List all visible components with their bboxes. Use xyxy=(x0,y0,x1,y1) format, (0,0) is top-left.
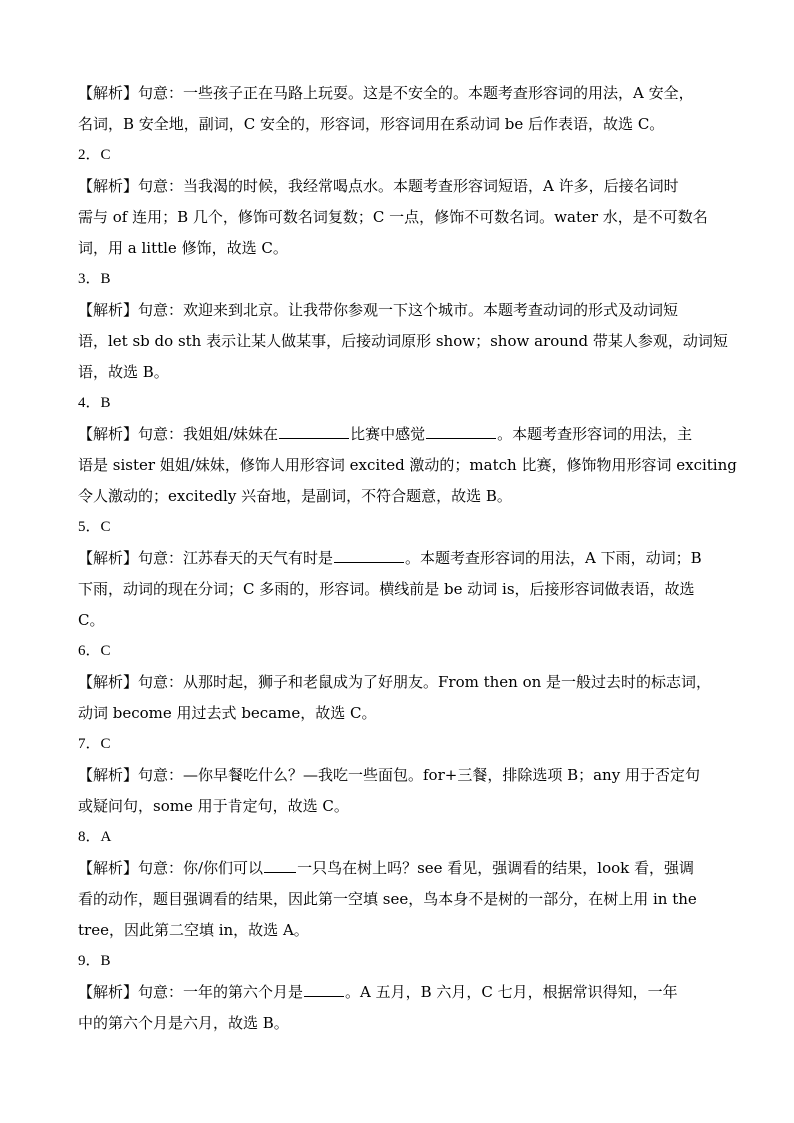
explanation-line: 语是 sister 姐姐/妹妹，修饰人用形容词 excited 激动的；match 比赛，修饰物用形容词 exciting xyxy=(78,456,737,474)
explanation-line-with-blanks xyxy=(78,543,738,574)
explanation-line: 看的动作，题目强调看的结果，因此第一空填 see，鸟本身不是树的一部分，在树上用 in the xyxy=(78,890,697,908)
text-segment: 【解析】句意：一年的第六个月是 xyxy=(78,983,304,1001)
blank-line xyxy=(426,423,496,439)
explanation-line-with-blanks xyxy=(78,977,738,1008)
explanation-line: 动词 become 用过去式 became，故选 C。 xyxy=(78,704,377,722)
explanation-line: 语，故选 B。 xyxy=(78,363,169,381)
text-segment: 【解析】句意：你/你们可以 xyxy=(78,859,264,877)
answer-number: 2．C xyxy=(78,147,111,163)
blank-line xyxy=(279,423,349,439)
explanation-line: 下雨，动词的现在分词；C 多雨的，形容词。横线前是 be 动词 is，后接形容词做表语，故选 xyxy=(78,580,695,598)
explanation-line: 名词，B 安全地，副词，C 安全的，形容词，形容词用在系动词 be 后作表语，故选 C。 xyxy=(78,115,665,133)
answer-explanations xyxy=(78,78,738,1039)
explanation-line: 令人激动的；excitedly 兴奋地，是副词，不符合题意，故选 B。 xyxy=(78,487,512,505)
text-segment: 。A 五月，B 六月，C 七月，根据常识得知，一年 xyxy=(345,983,678,1001)
explanation-line: 语，let sb do sth 表示让某人做某事，后接动词原形 show；show around 带某人参观，动词短 xyxy=(78,332,728,350)
explanation-line: 【解析】句意：—你早餐吃什么？—我吃一些面包。for+三餐，排除选项 B；any 用于否定句 xyxy=(78,766,700,784)
explanation-line: C。 xyxy=(78,611,105,629)
explanation-line: 【解析】句意：一些孩子正在马路上玩耍。这是不安全的。本题考查形容词的用法，A 安全， xyxy=(78,84,694,102)
explanation-line: 或疑问句，some 用于肯定句，故选 C。 xyxy=(78,797,349,815)
answer-number: 9．B xyxy=(78,953,111,969)
explanation-line: 词，用 a little 修饰，故选 C。 xyxy=(78,239,288,257)
explanation-line: 【解析】句意：当我渴的时候，我经常喝点水。本题考查形容词短语，A 许多，后接名词时 xyxy=(78,177,679,195)
text-segment: 。本题考查形容词的用法，主 xyxy=(497,425,693,443)
text-segment: 一只鸟在树上吗？see 看见，强调看的结果，look 看，强调 xyxy=(297,859,695,877)
explanation-line: 【解析】句意：从那时起，狮子和老鼠成为了好朋友。From then on 是一般过去时的标志词， xyxy=(78,673,712,691)
answer-number: 8．A xyxy=(78,829,112,845)
answer-number: 6．C xyxy=(78,643,111,659)
explanation-line: 【解析】句意：欢迎来到北京。让我带你参观一下这个城市。本题考查动词的形式及动词短 xyxy=(78,301,679,319)
blank-line xyxy=(264,857,296,873)
explanation-line: 中的第六个月是六月，故选 B。 xyxy=(78,1014,289,1032)
text-segment: 【解析】句意：我姐姐/妹妹在 xyxy=(78,425,279,443)
text-segment: 比赛中感觉 xyxy=(350,425,426,443)
text-segment: 。本题考查形容词的用法，A 下雨，动词；B xyxy=(405,549,702,567)
blank-line xyxy=(334,547,404,563)
explanation-line: 需与 of 连用；B 几个，修饰可数名词复数；C 一点，修饰不可数名词。water 水，是不可数名 xyxy=(78,208,708,226)
explanation-line-with-blanks xyxy=(78,853,738,884)
answer-number: 7．C xyxy=(78,736,111,752)
explanation-line-with-blanks xyxy=(78,419,738,450)
explanation-line: tree，因此第二空填 in，故选 A。 xyxy=(78,921,309,939)
answer-number: 3．B xyxy=(78,271,111,287)
answer-number: 4．B xyxy=(78,395,111,411)
blank-line xyxy=(304,981,344,997)
answer-number: 5．C xyxy=(78,519,111,535)
text-segment: 【解析】句意：江苏春天的天气有时是 xyxy=(78,549,334,567)
